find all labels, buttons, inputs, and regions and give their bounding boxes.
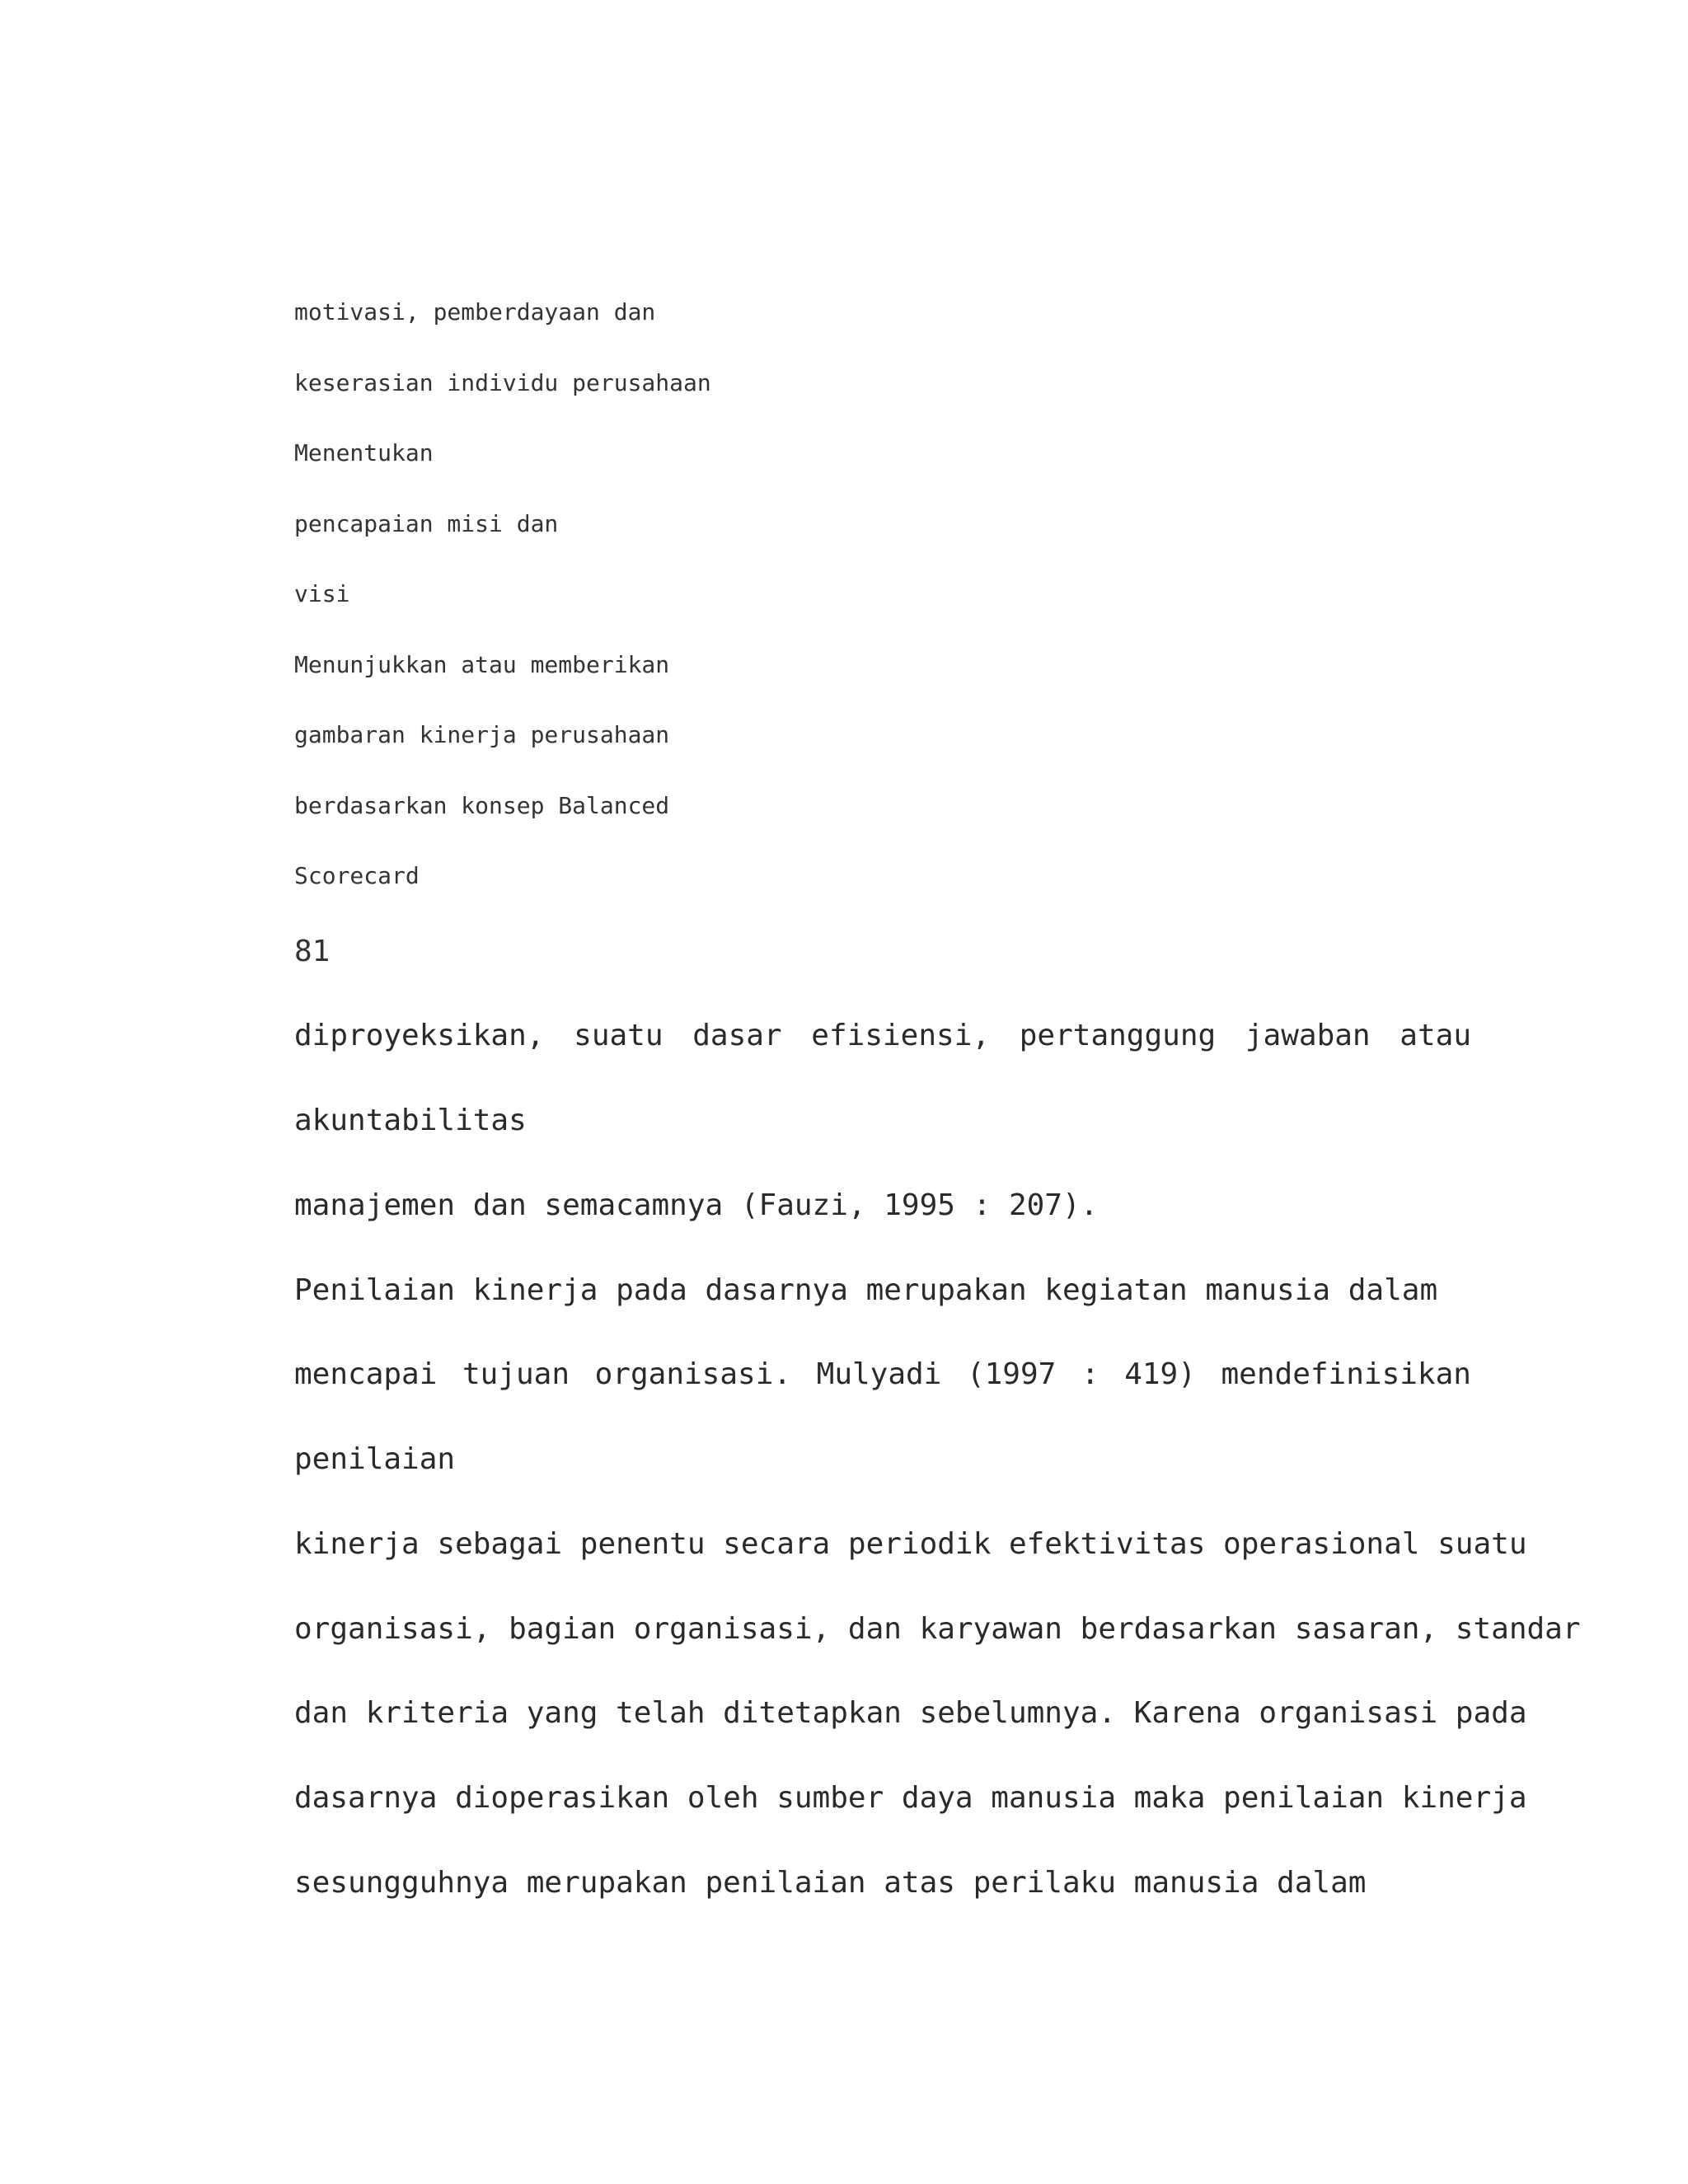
word: 419)	[1124, 1357, 1196, 1391]
page-number: 81	[294, 935, 331, 968]
small-text-line: visi	[294, 580, 350, 607]
word: suatu	[574, 1019, 663, 1052]
body-line: organisasi, bagian organisasi, dan karyawan berdasarkan sasaran, standar	[294, 1612, 1581, 1646]
word: diproyeksikan,	[294, 1019, 545, 1052]
word: atau	[1400, 1019, 1471, 1052]
small-text-line: Menentukan	[294, 439, 434, 466]
word: mendefinisikan	[1221, 1357, 1471, 1391]
body-line: sesungguhnya merupakan penilaian atas perilaku manusia dalam	[294, 1866, 1367, 1900]
body-line: kinerja sebagai penentu secara periodik efektivitas operasional suatu	[294, 1527, 1527, 1561]
word: :	[1081, 1357, 1100, 1391]
word: (1997	[966, 1357, 1057, 1391]
word: Mulyadi	[816, 1357, 942, 1391]
word: efisiensi,	[811, 1019, 991, 1052]
body-line: dan kriteria yang telah ditetapkan sebelumnya. Karena organisasi pada	[294, 1696, 1527, 1730]
word: pertanggung	[1019, 1019, 1217, 1052]
small-text-line: keserasian individu perusahaan	[294, 369, 711, 396]
body-line: Penilaian kinerja pada dasarnya merupakan kegiatan manusia dalam	[294, 1273, 1438, 1307]
word: mencapai	[294, 1357, 438, 1391]
body-line-justified	[294, 1018, 1471, 1054]
small-text-line: pencapaian misi dan	[294, 510, 559, 537]
body-line: manajemen dan semacamnya (Fauzi, 1995 : 207).	[294, 1188, 1099, 1222]
small-text-line: berdasarkan konsep Balanced	[294, 792, 670, 819]
small-text-line: Menunjukkan atau memberikan	[294, 651, 670, 678]
word: jawaban	[1245, 1019, 1371, 1052]
small-text-line: Scorecard	[294, 862, 420, 889]
body-line-justified	[294, 1357, 1471, 1393]
body-line: akuntabilitas	[294, 1104, 527, 1137]
small-text-line: motivasi, pemberdayaan dan	[294, 298, 656, 326]
word: dasar	[692, 1019, 782, 1052]
word: tujuan	[462, 1357, 570, 1391]
body-line: penilaian	[294, 1442, 456, 1476]
word: organisasi.	[594, 1357, 792, 1391]
small-text-line: gambaran kinerja perusahaan	[294, 721, 670, 748]
body-line: dasarnya dioperasikan oleh sumber daya manusia maka penilaian kinerja	[294, 1781, 1527, 1815]
